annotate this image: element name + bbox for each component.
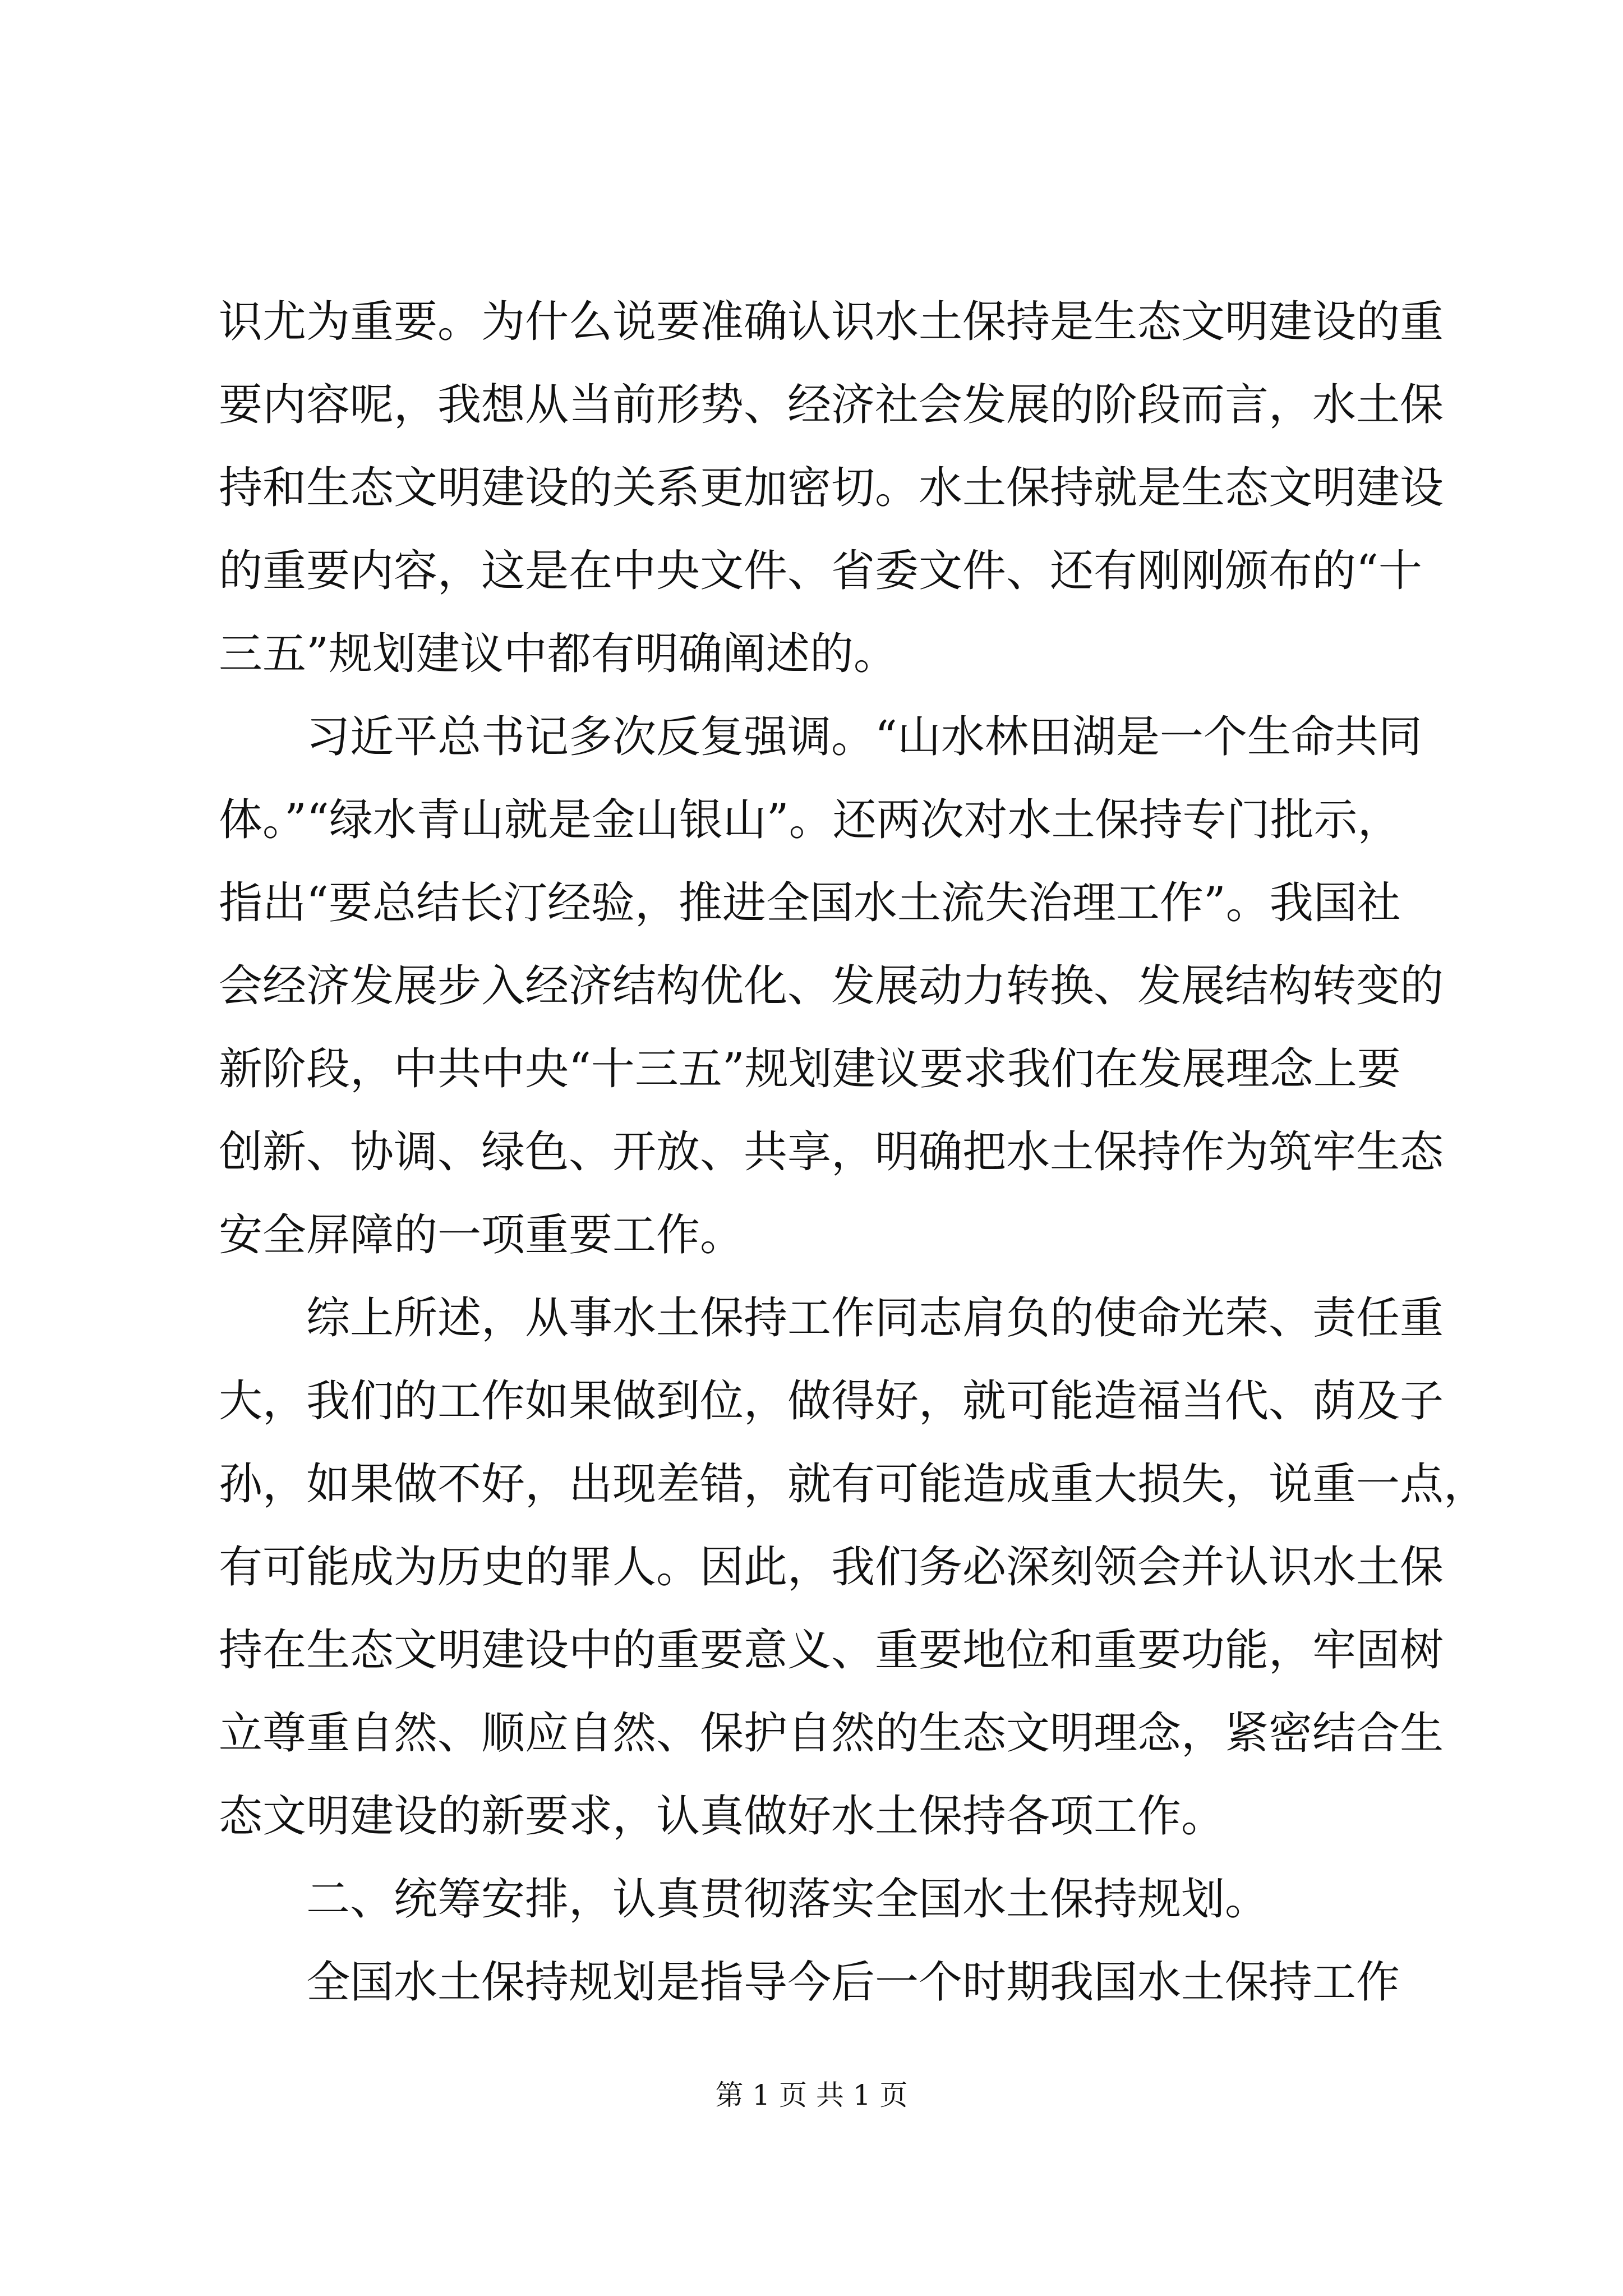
text-line: 要内容呢，我想从当前形势、经济社会发展的阶段而言，水土保: [219, 380, 1444, 430]
text-line: 综上所述，从事水土保持工作同志肩负的使命光荣、责任重: [219, 1293, 1444, 1343]
text-line: 创新、协调、绿色、开放、共享，明确把水土保持作为筑牢生态: [219, 1127, 1444, 1177]
text-line: 孙，如果做不好，出现差错，就有可能造成重大损失，说重一点，: [219, 1459, 1488, 1510]
text-line: 三五”规划建议中都有明确阐述的。: [219, 629, 897, 679]
text-line: 态文明建设的新要求，认真做好水土保持各项工作。: [219, 1791, 1225, 1842]
text-line: 习近平总书记多次反复强调。“山水林田湖是一个生命共同: [219, 712, 1422, 762]
text-line: 持在生态文明建设中的重要意义、重要地位和重要功能，牢固树: [219, 1625, 1444, 1676]
text-line: 大，我们的工作如果做到位，做得好，就可能造福当代、荫及子: [219, 1376, 1444, 1427]
text-line: 指出“要总结长汀经验，推进全国水土流失治理工作”。我国社: [219, 878, 1401, 928]
text-line: 二、统筹安排，认真贯彻落实全国水土保持规划。: [219, 1874, 1269, 1925]
text-line: 新阶段，中共中央“十三五”规划建议要求我们在发展理念上要: [219, 1044, 1401, 1094]
text-line: 识尤为重要。为什么说要准确认识水土保持是生态文明建设的重: [219, 297, 1444, 347]
text-line: 持和生态文明建设的关系更加密切。水土保持就是生态文明建设: [219, 463, 1444, 513]
text-line: 的重要内容，这是在中央文件、省委文件、还有刚刚颁布的“十: [219, 546, 1422, 596]
text-line: 安全屏障的一项重要工作。: [219, 1210, 744, 1260]
text-line: 有可能成为历史的罪人。因此，我们务必深刻领会并认识水土保: [219, 1542, 1444, 1593]
text-line: 全国水土保持规划是指导今后一个时期我国水土保持工作: [219, 1957, 1400, 2008]
text-line: 体。”“绿水青山就是金山银山”。还两次对水土保持专门批示，: [219, 795, 1401, 845]
page-footer: 第 1 页 共 1 页: [715, 2079, 908, 2111]
text-line: 立尊重自然、顺应自然、保护自然的生态文明理念，紧密结合生: [219, 1708, 1444, 1759]
text-line: 会经济发展步入经济结构优化、发展动力转换、发展结构转变的: [219, 961, 1444, 1011]
document-body: [219, 280, 1488, 2024]
